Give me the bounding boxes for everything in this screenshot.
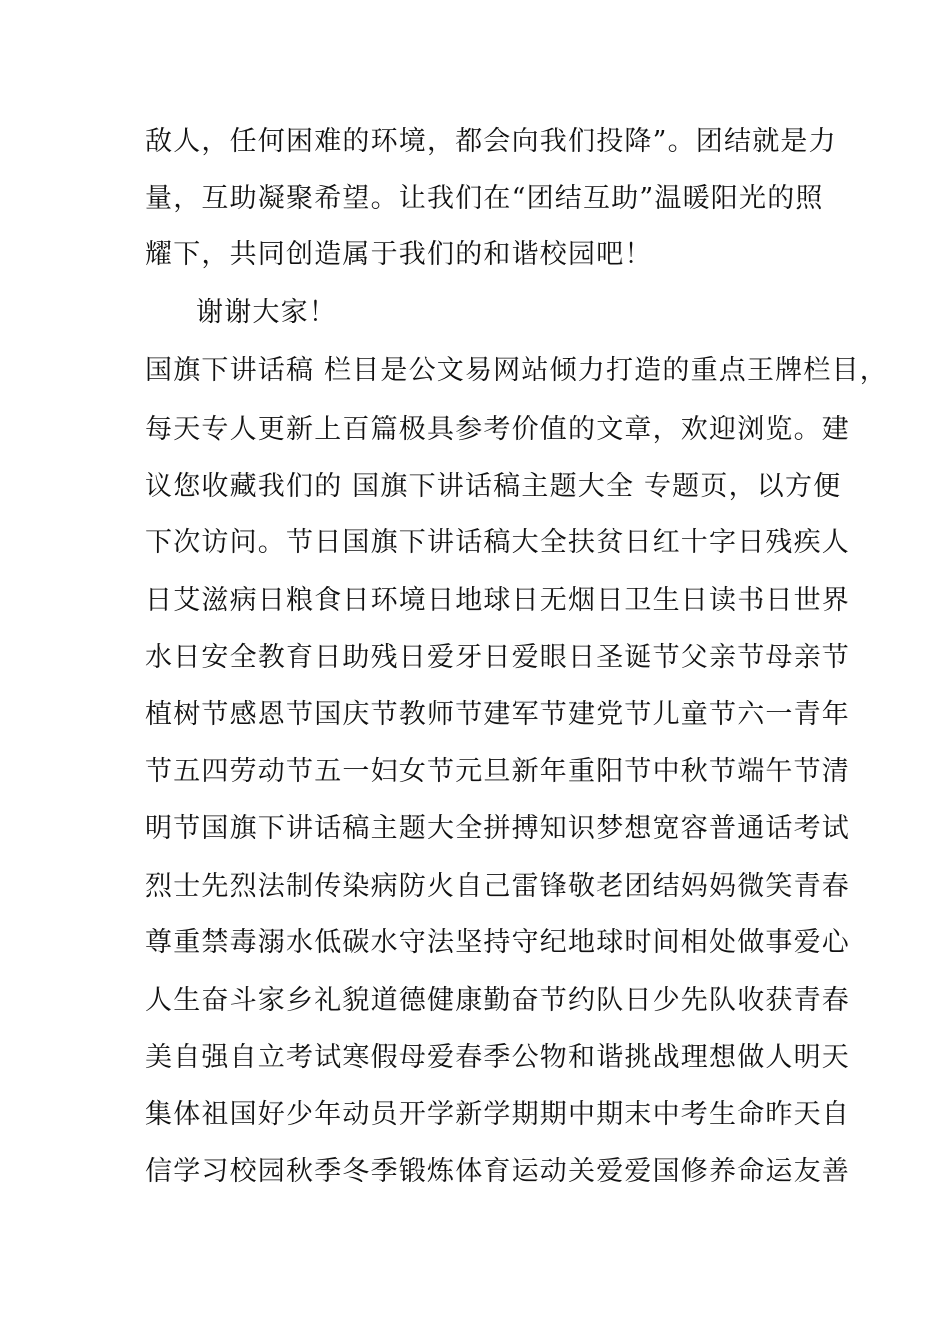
paragraph-line-15: 尊重禁毒溺水低碳水守法坚持守纪地球时间相处做事爱心 bbox=[145, 927, 850, 958]
paragraph-line-14: 烈士先烈法制传染病防火自己雷锋敬老团结妈妈微笑青春 bbox=[145, 871, 850, 902]
thanks-line: 谢谢大家！ bbox=[196, 297, 337, 328]
paragraph-line-1: 敌人，任何困难的环境，都会向我们投降”。团结就是力 bbox=[145, 126, 837, 157]
paragraph-line-17: 美自强自立考试寒假母爱春季公物和谐挑战理想做人明天 bbox=[145, 1042, 850, 1073]
paragraph-line-18: 集体祖国好少年动员开学新学期期中期末中考生命昨天自 bbox=[145, 1099, 850, 1130]
paragraph-line-12: 节五四劳动节五一妇女节元旦新年重阳节中秋节端午节清 bbox=[145, 756, 850, 787]
paragraph-line-6: 每天专人更新上百篇极具参考价值的文章，欢迎浏览。建 bbox=[145, 414, 850, 445]
paragraph-line-7: 议您收藏我们的 国旗下讲话稿主题大全 专题页，以方便 bbox=[145, 471, 842, 502]
paragraph-line-19: 信学习校园秋季冬季锻炼体育运动关爱爱国修养命运友善 bbox=[145, 1156, 850, 1187]
paragraph-line-9: 日艾滋病日粮食日环境日地球日无烟日卫生日读书日世界 bbox=[145, 585, 850, 616]
paragraph-line-10: 水日安全教育日助残日爱牙日爱眼日圣诞节父亲节母亲节 bbox=[145, 642, 850, 673]
paragraph-line-2: 量，互助凝聚希望。让我们在“团结互助”温暖阳光的照 bbox=[145, 183, 824, 214]
paragraph-line-8: 下次访问。节日国旗下讲话稿大全扶贫日红十字日残疾人 bbox=[145, 527, 850, 558]
paragraph-line-11: 植树节感恩节国庆节教师节建军节建党节儿童节六一青年 bbox=[145, 699, 850, 730]
paragraph-line-5: 国旗下讲话稿 栏目是公文易网站倾力打造的重点王牌栏目， bbox=[145, 355, 888, 386]
paragraph-line-16: 人生奋斗家乡礼貌道德健康勤奋节约队日少先队收获青春 bbox=[145, 985, 850, 1016]
paragraph-line-3: 耀下，共同创造属于我们的和谐校园吧！ bbox=[145, 239, 653, 270]
paragraph-line-13: 明节国旗下讲话稿主题大全拼搏知识梦想宽容普通话考试 bbox=[145, 813, 850, 844]
